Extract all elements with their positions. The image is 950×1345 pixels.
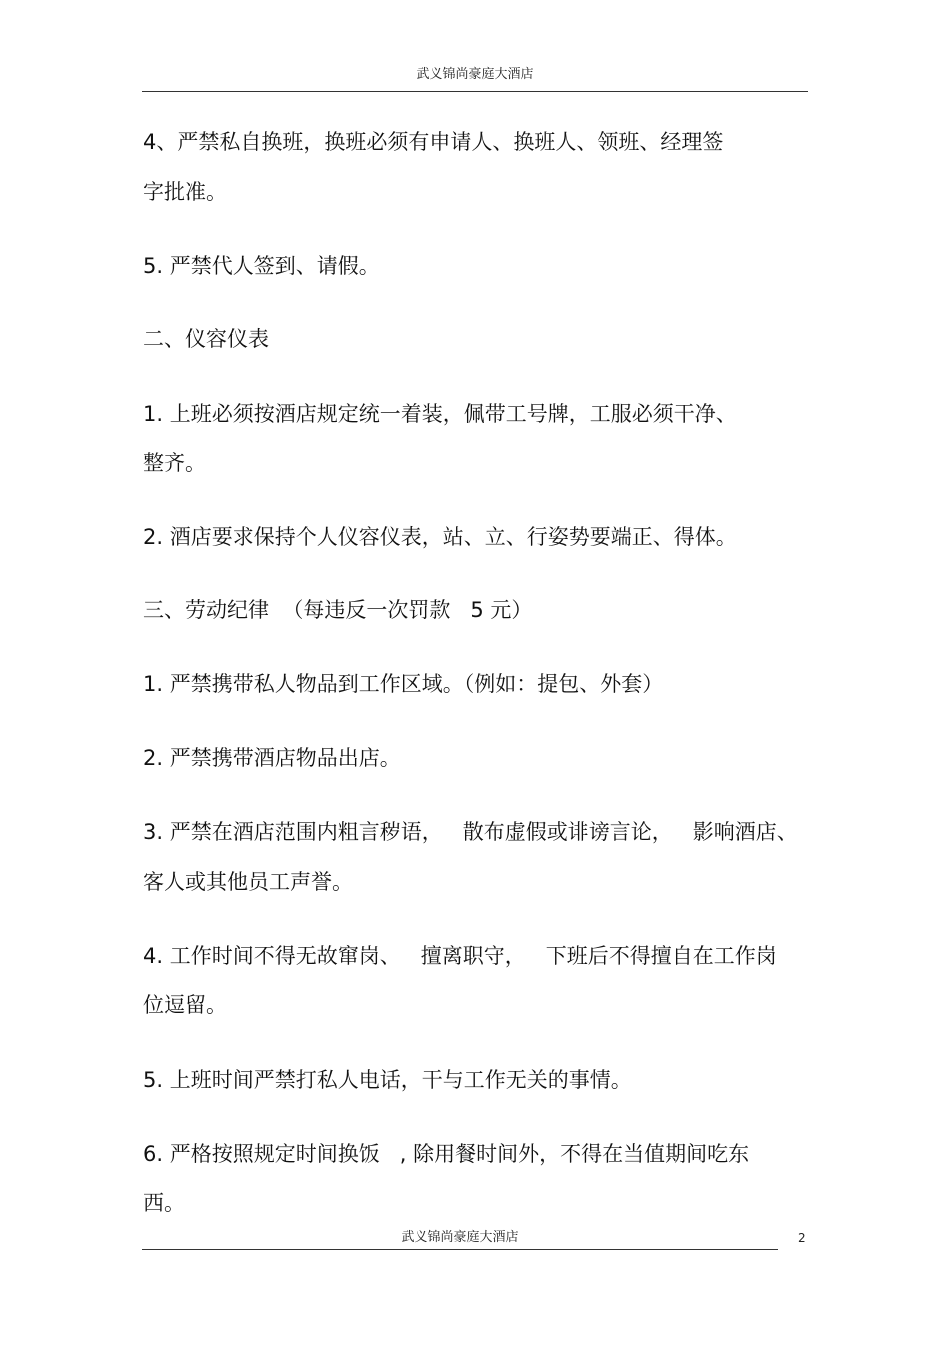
page-footer-title: 武义锦尚豪庭大酒店: [401, 1230, 519, 1245]
body-line: 字批准。: [143, 180, 227, 204]
body-line: 客人或其他员工声誉。: [143, 870, 353, 894]
body-line: 2. 严禁携带酒店物品出店。: [143, 746, 401, 770]
body-line: 整齐。: [143, 451, 206, 475]
section-heading: 二、仪容仪表: [143, 327, 269, 351]
body-line: 西。: [143, 1191, 185, 1215]
body-line: 6. 严格按照规定时间换饭 , 除用餐时间外，不得在当值期间吃东: [143, 1142, 750, 1166]
page-header-title: 武义锦尚豪庭大酒店: [416, 67, 534, 82]
body-line: 5. 严禁代人签到、请假。: [143, 254, 380, 278]
footer-divider: [142, 1249, 778, 1250]
body-line: 4、严禁私自换班，换班必须有申请人、换班人、领班、经理签: [143, 130, 724, 154]
body-line: 1. 严禁携带私人物品到工作区域。（例如：提包、外套）: [143, 672, 664, 696]
section-heading: 三、劳动纪律 （每违反一次罚款 5 元）: [143, 598, 533, 622]
body-line: 3. 严禁在酒店范围内粗言秽语， 散布虚假或诽谤言论， 影响酒店、: [143, 820, 798, 844]
body-line: 位逗留。: [143, 993, 227, 1017]
body-line: 4. 工作时间不得无故窜岗、 擅离职守， 下班后不得擅自在工作岗: [143, 944, 777, 968]
body-line: 2. 酒店要求保持个人仪容仪表，站、立、行姿势要端正、得体。: [143, 525, 737, 549]
body-line: 5. 上班时间严禁打私人电话，干与工作无关的事情。: [143, 1068, 632, 1092]
body-line: 1. 上班必须按酒店规定统一着装，佩带工号牌，工服必须干净、: [143, 402, 737, 426]
page-number: 2: [798, 1231, 806, 1245]
header-divider: [142, 91, 808, 92]
